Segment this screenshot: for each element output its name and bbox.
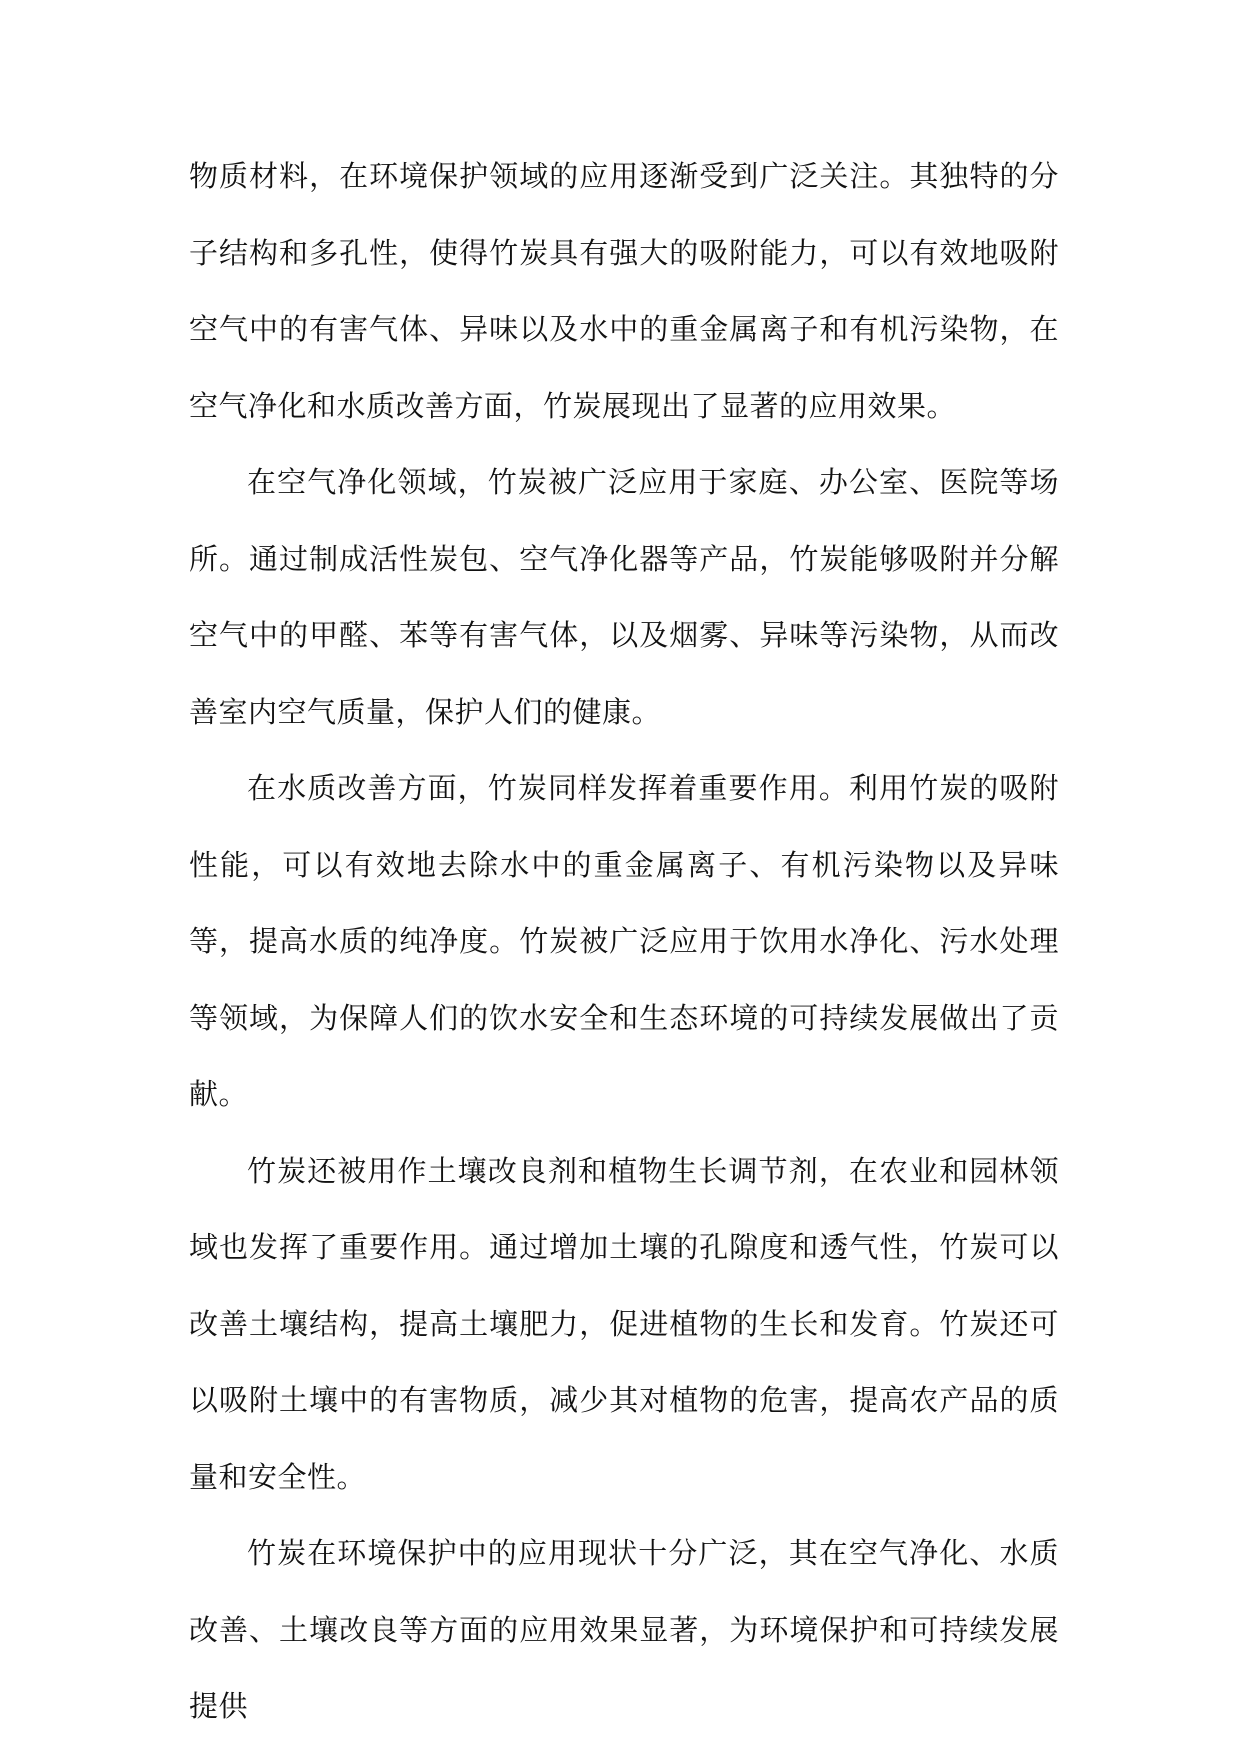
paragraph-air-purification: 在空气净化领域，竹炭被广泛应用于家庭、办公室、医院等场所。通过制成活性炭包、空气净化器等产品，竹炭能够吸附并分解空气中的甲醛、苯等有害气体，以及烟雾、异味等污染物，从而改善室内空气质量，保护人们的健康。 [189, 465, 1059, 729]
paragraph-soil-improvement: 竹炭还被用作土壤改良剂和植物生长调节剂，在农业和园林领域也发挥了重要作用。通过增加土壤的孔隙度和透气性，竹炭可以改善土壤结构，提高土壤肥力，促进植物的生长和发育。竹炭还可以吸附土壤中的有害物质，减少其对植物的危害，提高农产品的质量和安全性。 [189, 1153, 1059, 1494]
paragraph-intro-continuation: 物质材料，在环境保护领域的应用逐渐受到广泛关注。其独特的分子结构和多孔性，使得竹炭具有强大的吸附能力，可以有效地吸附空气中的有害气体、异味以及水中的重金属离子和有机污染物，在空气净化和水质改善方面，竹炭展现出了显著的应用效果。 [189, 159, 1059, 423]
paragraph-water-quality: 在水质改善方面，竹炭同样发挥着重要作用。利用竹炭的吸附性能，可以有效地去除水中的重金属离子、有机污染物以及异味等，提高水质的纯净度。竹炭被广泛应用于饮用水净化、污水处理等领域，为保障人们的饮水安全和生态环境的可持续发展做出了贡献。 [189, 771, 1059, 1111]
document-body [189, 138, 1059, 1745]
paragraph-summary: 竹炭在环境保护中的应用现状十分广泛，其在空气净化、水质改善、土壤改良等方面的应用效果显著，为环境保护和可持续发展提供 [189, 1536, 1059, 1723]
